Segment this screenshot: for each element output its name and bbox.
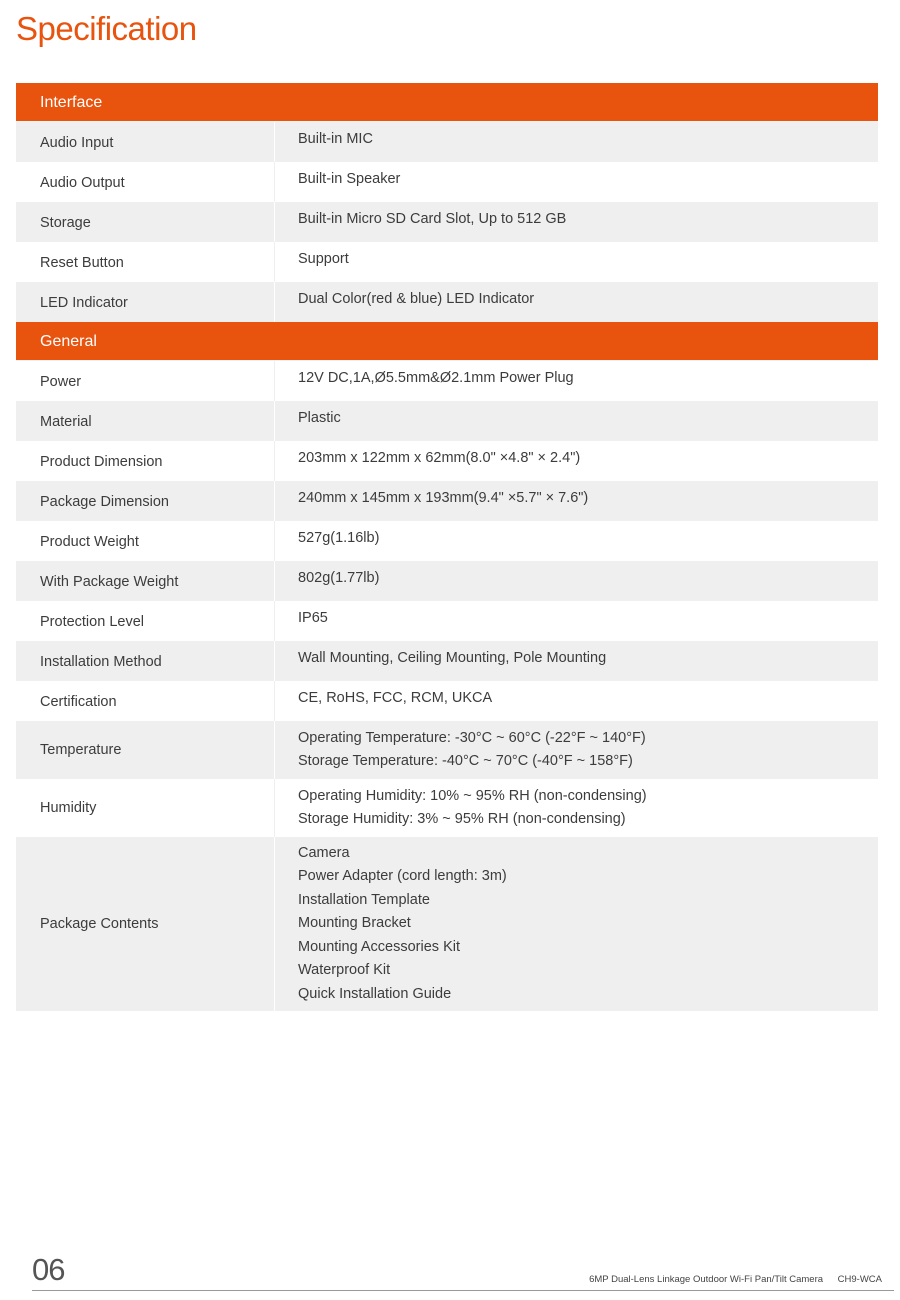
spec-value-line: Storage Humidity: 3% ~ 95% RH (non-condensing) (298, 811, 626, 827)
spec-label: Power (16, 361, 275, 401)
footer-product-name: 6MP Dual-Lens Linkage Outdoor Wi-Fi Pan/Tilt Camera (589, 1274, 824, 1285)
spec-row-certification (16, 681, 878, 721)
spec-value-line: Plastic (298, 410, 341, 426)
spec-value (275, 561, 878, 601)
spec-value-line: Waterproof Kit (298, 962, 391, 979)
spec-row-power (16, 361, 878, 401)
spec-row-material (16, 401, 878, 441)
spec-label: Certification (16, 681, 275, 721)
spec-label: Product Dimension (16, 441, 275, 481)
spec-row-package-dimension (16, 481, 878, 521)
spec-value-line: Built-in Micro SD Card Slot, Up to 512 GB (298, 211, 567, 227)
spec-label: Storage (16, 202, 275, 242)
spec-value-line: Dual Color(red & blue) LED Indicator (298, 291, 535, 307)
spec-row-protection-level (16, 601, 878, 641)
spec-value-line: IP65 (298, 610, 328, 626)
spec-label: With Package Weight (16, 561, 275, 601)
spec-value-line: Built-in MIC (298, 131, 373, 147)
spec-value-line: Installation Template (298, 891, 430, 908)
spec-value (275, 681, 878, 721)
spec-value-line: Quick Installation Guide (298, 985, 452, 1002)
footer-divider (32, 1290, 894, 1291)
spec-value (275, 282, 878, 322)
spec-value-line: Camera (298, 844, 350, 861)
spec-value (275, 779, 878, 837)
spec-row-package-weight (16, 561, 878, 601)
spec-row-reset-button (16, 242, 878, 282)
spec-row-audio-input (16, 122, 878, 162)
spec-row-temperature (16, 721, 878, 779)
spec-row-humidity (16, 779, 878, 837)
spec-value-line: 802g(1.77lb) (298, 570, 380, 586)
spec-label: Installation Method (16, 641, 275, 681)
spec-value-line: CE, RoHS, FCC, RCM, UKCA (298, 690, 493, 706)
spec-label: Package Contents (16, 837, 275, 1011)
spec-value-line: Built-in Speaker (298, 171, 401, 187)
footer-product-info (577, 1274, 882, 1285)
spec-value (275, 837, 878, 1011)
spec-table (16, 83, 878, 1011)
spec-row-installation-method (16, 641, 878, 681)
page-number: 06 (32, 1252, 65, 1287)
spec-value-line: Mounting Accessories Kit (298, 938, 460, 955)
spec-row-product-weight (16, 521, 878, 561)
spec-value (275, 401, 878, 441)
spec-value-line: Storage Temperature: -40°C ~ 70°C (-40°F ~ 158°F) (298, 753, 633, 769)
spec-value-line: 12V DC,1A,Ø5.5mm&Ø2.1mm Power Plug (298, 370, 574, 386)
footer-model: CH9-WCA (837, 1274, 882, 1285)
spec-row-package-contents (16, 837, 878, 1011)
spec-label: Protection Level (16, 601, 275, 641)
spec-label: Audio Output (16, 162, 275, 202)
spec-value-line: Operating Temperature: -30°C ~ 60°C (-22°F ~ 140°F) (298, 729, 646, 746)
spec-value (275, 641, 878, 681)
spec-value-line: Support (298, 251, 349, 267)
spec-row-product-dimension (16, 441, 878, 481)
spec-row-audio-output (16, 162, 878, 202)
spec-label: LED Indicator (16, 282, 275, 322)
spec-label: Audio Input (16, 122, 275, 162)
spec-value (275, 162, 878, 202)
section-header-general: General (16, 322, 878, 361)
spec-value-line: 203mm x 122mm x 62mm(8.0" ×4.8" × 2.4") (298, 450, 581, 466)
spec-value-line: Power Adapter (cord length: 3m) (298, 868, 507, 885)
spec-row-storage (16, 202, 878, 242)
spec-value (275, 122, 878, 162)
spec-value-line: Wall Mounting, Ceiling Mounting, Pole Mounting (298, 650, 607, 666)
spec-row-led-indicator (16, 282, 878, 322)
spec-label: Package Dimension (16, 481, 275, 521)
spec-value (275, 361, 878, 401)
spec-value (275, 202, 878, 242)
spec-value-line: Operating Humidity: 10% ~ 95% RH (non-condensing) (298, 787, 647, 804)
page-title: Specification (16, 10, 197, 47)
spec-label: Humidity (16, 779, 275, 837)
spec-value (275, 441, 878, 481)
spec-value (275, 721, 878, 779)
spec-value (275, 521, 878, 561)
spec-value-line: 240mm x 145mm x 193mm(9.4" ×5.7" × 7.6") (298, 490, 589, 506)
spec-label: Temperature (16, 721, 275, 779)
spec-label: Reset Button (16, 242, 275, 282)
spec-value-line: Mounting Bracket (298, 915, 411, 932)
spec-label: Product Weight (16, 521, 275, 561)
section-header-interface: Interface (16, 83, 878, 122)
spec-value-line: 527g(1.16lb) (298, 530, 380, 546)
spec-label: Material (16, 401, 275, 441)
spec-value (275, 242, 878, 282)
spec-value (275, 601, 878, 641)
spec-value (275, 481, 878, 521)
